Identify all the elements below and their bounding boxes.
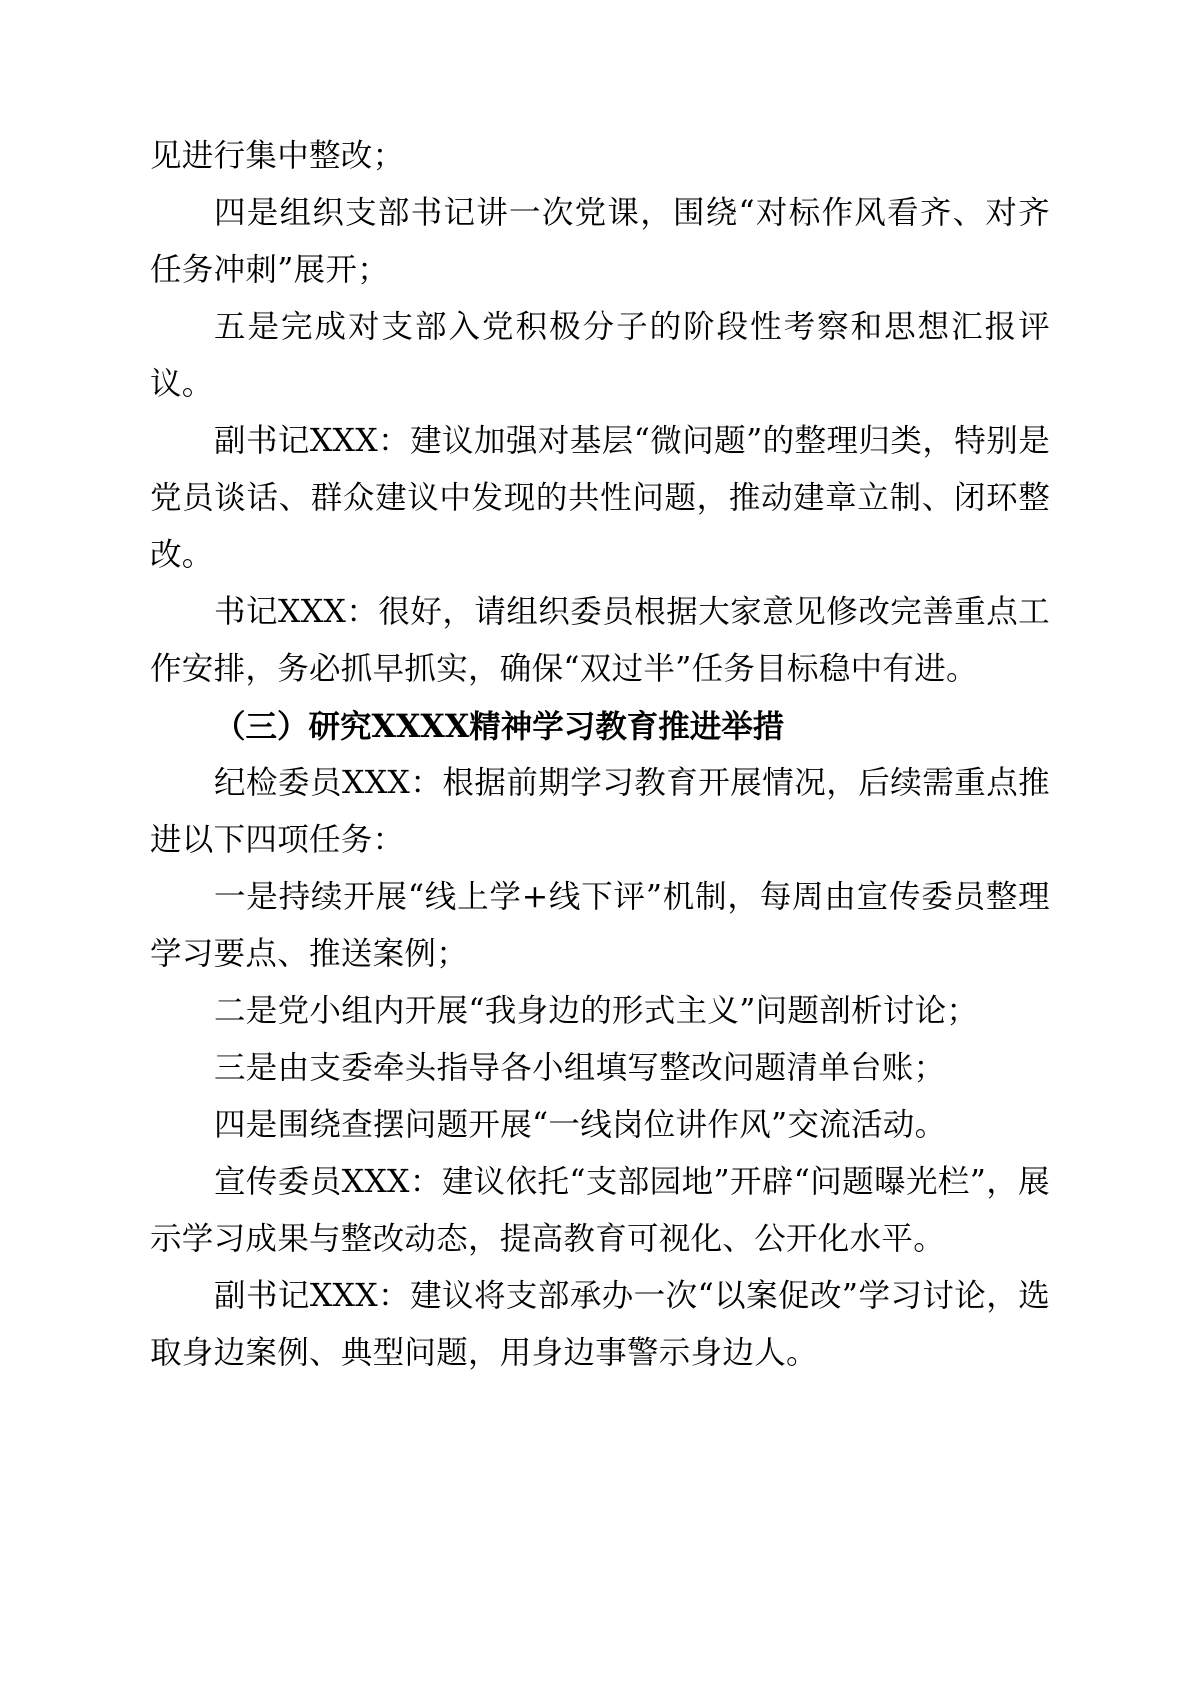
paragraph: 书记XXX：很好，请组织委员根据大家意见修改完善重点工作安排，务必抓早抓实，确保“双过半”任务目标稳中有进。	[150, 594, 1050, 687]
paragraph: 纪检委员XXX：根据前期学习教育开展情况，后续需重点推进以下四项任务：	[150, 765, 1050, 858]
paragraph: 二是党小组内开展“我身边的形式主义”问题剖析讨论；	[214, 993, 979, 1029]
paragraph: 五是完成对支部入党积极分子的阶段性考察和思想汇报评议。	[150, 309, 1050, 402]
section-heading: （三）研究XXXX精神学习教育推进举措	[214, 708, 785, 745]
paragraph: 三是由支委牵头指导各小组填写整改问题清单台账；	[214, 1050, 946, 1086]
paragraph: 副书记XXX：建议加强对基层“微问题”的整理归类，特别是党员谈话、群众建议中发现的共性问题，推动建章立制、闭环整改。	[150, 423, 1050, 573]
paragraph: 副书记XXX：建议将支部承办一次“以案促改”学习讨论，选取身边案例、典型问题，用身边事警示身边人。	[150, 1278, 1050, 1371]
document-body	[150, 128, 1050, 1382]
paragraph: 四是围绕查摆问题开展“一线岗位讲作风”交流活动。	[214, 1107, 947, 1143]
paragraph: 一是持续开展“线上学+线下评”机制，每周由宣传委员整理学习要点、推送案例；	[150, 879, 1050, 972]
paragraph: 见进行集中整改；	[150, 138, 405, 174]
paragraph: 宣传委员XXX：建议依托“支部园地”开辟“问题曝光栏”，展示学习成果与整改动态，提高教育可视化、公开化水平。	[150, 1164, 1050, 1257]
paragraph: 四是组织支部书记讲一次党课，围绕“对标作风看齐、对齐任务冲刺”展开；	[150, 195, 1050, 288]
